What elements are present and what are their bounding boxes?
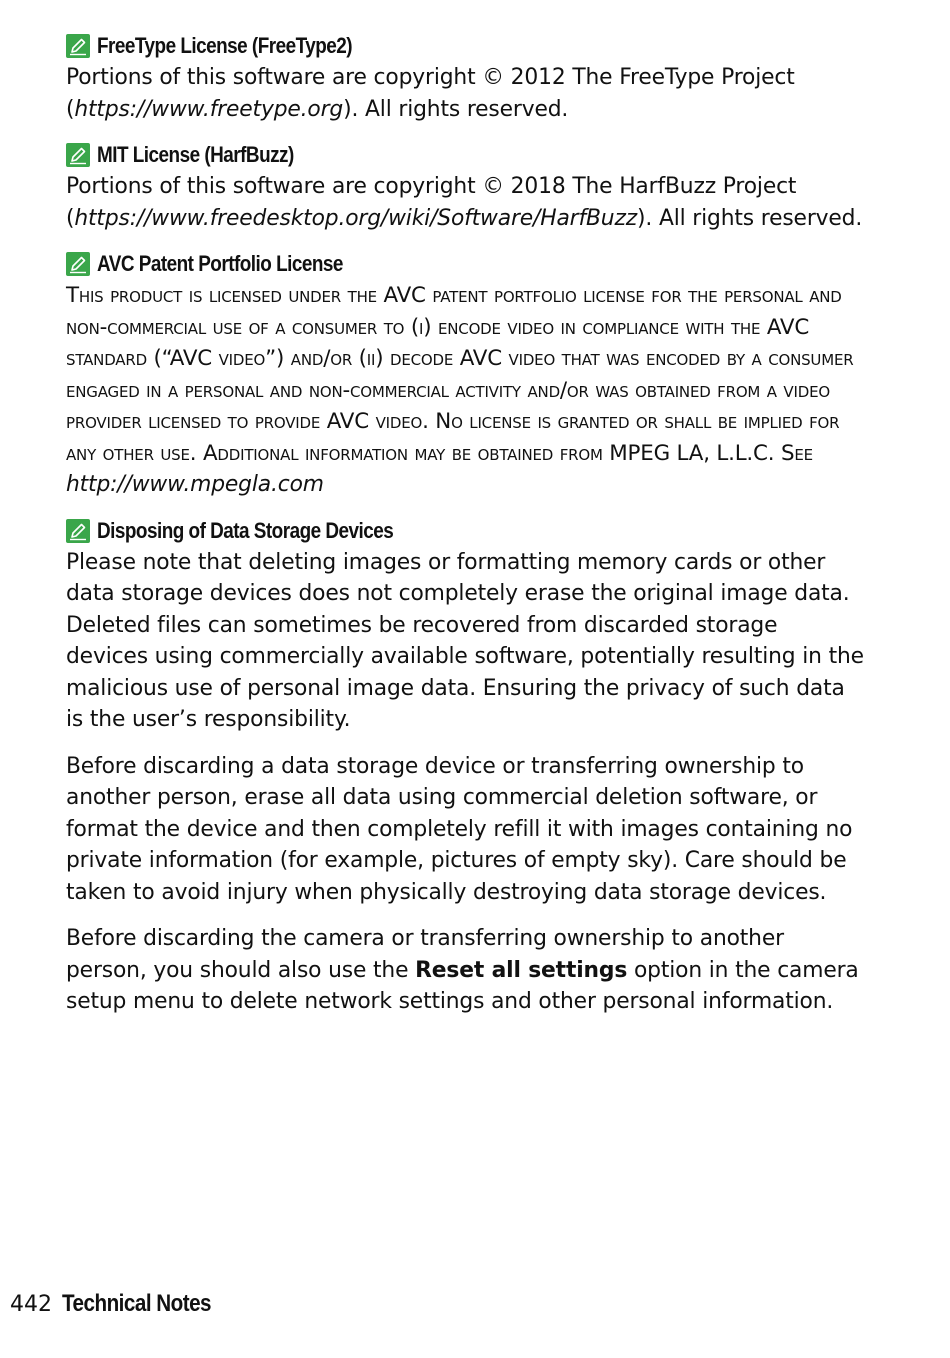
body-text: Before discarding the camera or transferring ownership to another person, you should also use the bbox=[66, 926, 784, 983]
body-text: option in the camera setup menu to delete network settings and other personal information. bbox=[66, 957, 859, 1014]
note-heading bbox=[66, 30, 866, 62]
body-text: ). All rights reserved. bbox=[637, 205, 863, 231]
paragraph: Please note that deleting images or formatting memory cards or other data storage devices does not completely erase the original image data. Deleted files can sometimes be recovered from discarded storage devices using commercially available software, potentially resulting in the malicious use of personal image data. Ensuring the privacy of such data is the user’s responsibility. bbox=[66, 549, 864, 732]
license-text: This product is licensed under the AVC patent portfolio license for the personal and non-commercial use of a consumer to (i) encode video in compliance with the AVC standard (“AVC video”) and/or (ii) decode AVC video that was encoded by a consumer engaged in a personal and non-commercial activity and/or was obtained from a video provider licensed to provide AVC video. No license is granted or shall be implied for any other use. Additional information may be obtained from MPEG LA, L.L.C. See bbox=[66, 283, 854, 466]
note-disposing-storage bbox=[66, 515, 866, 1018]
note-harfbuzz bbox=[66, 139, 866, 234]
page-footer bbox=[10, 1290, 235, 1324]
pencil-check-icon bbox=[66, 519, 90, 543]
body-text: Portions of this software are copyright © 2012 The FreeType Project ( bbox=[66, 65, 795, 122]
note-title: FreeType License (FreeType2) bbox=[97, 33, 353, 58]
note-title: MIT License (HarfBuzz) bbox=[97, 142, 294, 167]
body-text: ). All rights reserved. bbox=[343, 96, 569, 122]
pencil-check-icon bbox=[66, 143, 90, 167]
body-text: Portions of this software are copyright © 2018 The HarfBuzz Project ( bbox=[66, 174, 797, 231]
note-title: Disposing of Data Storage Devices bbox=[97, 517, 394, 543]
note-heading bbox=[66, 248, 866, 280]
page-number: 442 bbox=[10, 1292, 52, 1317]
pencil-check-icon bbox=[66, 252, 90, 276]
note-body bbox=[66, 171, 866, 234]
page-content bbox=[66, 30, 866, 1033]
link-text: https://www.freetype.org bbox=[74, 96, 344, 122]
note-body bbox=[66, 62, 866, 125]
menu-option-name: Reset all settings bbox=[415, 957, 628, 983]
section-title: Technical Notes bbox=[62, 1290, 212, 1317]
note-freetype bbox=[66, 30, 866, 125]
note-body bbox=[66, 469, 866, 501]
note-heading bbox=[66, 139, 866, 171]
link-text: http://www.mpegla.com bbox=[66, 472, 324, 497]
pencil-check-icon bbox=[66, 34, 90, 58]
note-heading bbox=[66, 515, 866, 547]
paragraph: Before discarding a data storage device or transferring ownership to another person, erase all data using commercial deletion software, or format the device and then completely refill it with images containing no private information (for example, pictures of empty sky). Care should be taken to avoid injury when physically destroying data storage devices. bbox=[66, 753, 853, 905]
link-text: https://www.freedesktop.org/wiki/Software/HarfBuzz bbox=[74, 205, 638, 231]
paragraph bbox=[66, 923, 866, 1018]
note-title: AVC Patent Portfolio License bbox=[97, 251, 343, 276]
note-avc-license bbox=[66, 248, 866, 501]
